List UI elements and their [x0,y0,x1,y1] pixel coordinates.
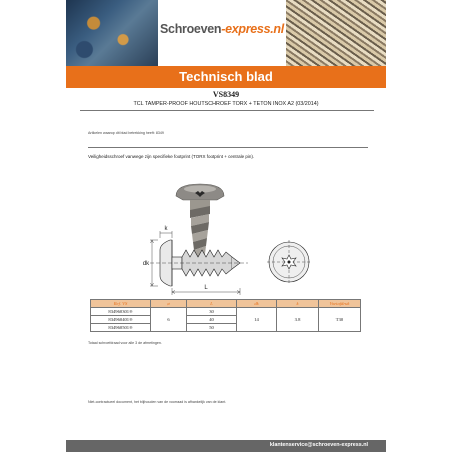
ref-cell: 834960301® [91,308,151,316]
article-note: Artikelen waarop dit blad betrekking heeft: 8349 [88,131,164,135]
table-header-row [91,300,361,308]
table-row [91,308,361,316]
document-subtitle: TCL TAMPER-PROOF HOUTSCHROEF TORX + TETON INOX A2 (03/2014) [133,101,319,107]
length-cell: 40 [187,316,237,324]
logo-text-main: Schroeven [160,22,222,36]
footer-bar [66,440,386,452]
col-dk: dk [237,300,277,308]
document-code: VS8349 [212,90,240,99]
banner-title: Technisch blad [179,69,273,84]
footprint-cell: T30 [319,308,361,332]
col-length: L [187,300,237,308]
col-k: k [277,300,319,308]
spec-table [90,299,361,332]
footer-email-link[interactable]: klantenservice@schroeven-express.nl [269,442,368,448]
l-label: L [204,285,208,291]
table-note: Totaal schroefdraad voor alle 3 de afmetingen. [88,341,162,345]
length-cell: 50 [187,324,237,332]
col-ref: Ref. VS [91,300,151,308]
technical-drawing [150,231,311,295]
col-diameter: ø [151,300,187,308]
length-cell: 30 [187,308,237,316]
ref-cell: 834960401® [91,316,151,324]
logo-text-domain: -express.nl [221,22,284,36]
k-label: k [164,226,168,232]
ref-cell: 834960501® [91,324,151,332]
col-footprint: Voetafdruk [319,300,361,308]
dk-label: dk [142,261,150,267]
product-description: Veiligheidsschroef vanwege zijn specifieke footprint (TORX footprint + centrale pin). [88,154,255,159]
diameter-cell: 6 [151,308,187,332]
k-cell: 3.8 [277,308,319,332]
disclaimer: Niet-contractueel document, het blijhouden van de voorraad is afhankelijk van de klant. [88,400,227,404]
dk-cell: 14 [237,308,277,332]
